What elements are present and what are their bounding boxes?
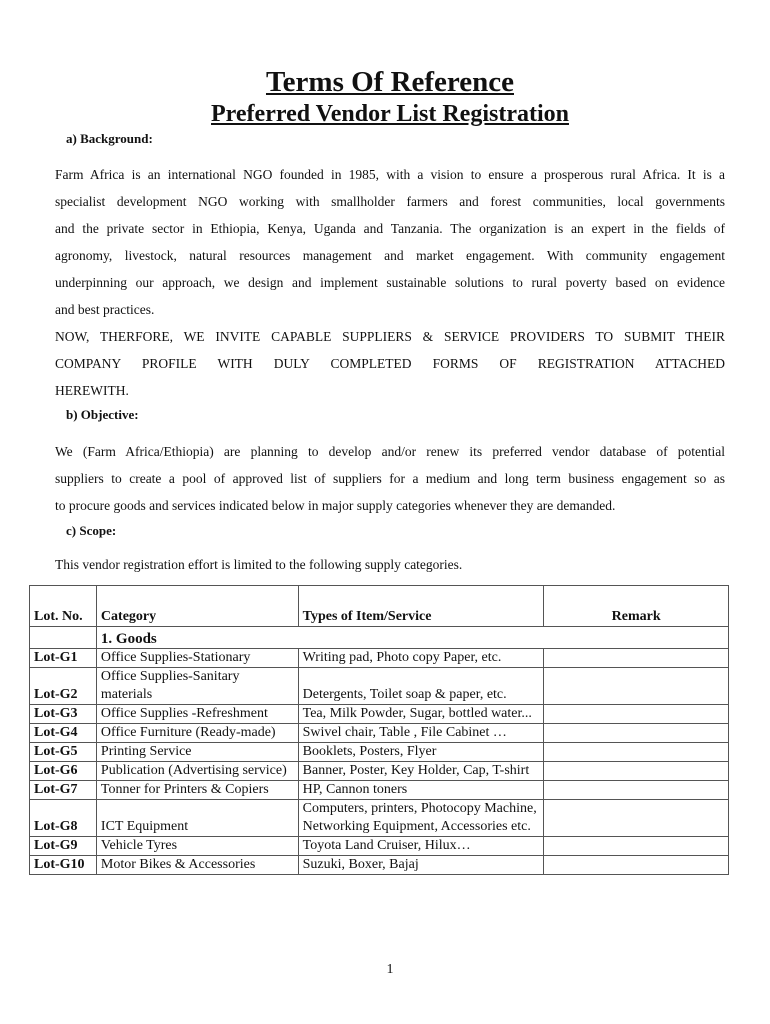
header-lot-no: Lot. No. <box>30 586 97 627</box>
lot-number-cell: Lot-G3 <box>30 705 97 724</box>
category-cell: Office Supplies-Sanitary materials <box>96 668 298 705</box>
background-line: underpinning our approach, we design and implement sustainable solutions to rural poverty based on evidence <box>55 275 725 290</box>
remark-cell <box>544 649 729 668</box>
table-row <box>30 837 729 856</box>
lot-number-cell: Lot-G7 <box>30 781 97 800</box>
category-cell: Office Furniture (Ready-made) <box>96 724 298 743</box>
table-row <box>30 668 729 705</box>
remark-cell <box>544 856 729 875</box>
table-row <box>30 781 729 800</box>
table-header-row <box>30 586 729 627</box>
lot-number-cell: Lot-G2 <box>30 668 97 705</box>
page-number: 1 <box>386 962 394 977</box>
category-cell: ICT Equipment <box>96 800 298 837</box>
category-cell: Tonner for Printers & Copiers <box>96 781 298 800</box>
remark-cell <box>544 705 729 724</box>
header-remark: Remark <box>544 586 729 627</box>
remark-cell <box>544 762 729 781</box>
background-line: and the private sector in Ethiopia, Kenya, Uganda and Tanzania. The organization is an expert in the fields of <box>55 221 725 236</box>
header-category: Category <box>96 586 298 627</box>
table-row <box>30 705 729 724</box>
items-cell: Swivel chair, Table , File Cabinet … <box>298 724 544 743</box>
remark-cell <box>544 668 729 705</box>
invite-line: HEREWITH. <box>55 383 129 398</box>
lot-number-cell: Lot-G4 <box>30 724 97 743</box>
items-cell: Detergents, Toilet soap & paper, etc. <box>298 668 544 705</box>
goods-group-row <box>30 627 729 649</box>
category-cell: Office Supplies-Stationary <box>96 649 298 668</box>
objective-heading: b) Objective: <box>66 407 139 422</box>
lot-number-cell: Lot-G5 <box>30 743 97 762</box>
items-cell: Tea, Milk Powder, Sugar, bottled water... <box>298 705 544 724</box>
items-cell: Writing pad, Photo copy Paper, etc. <box>298 649 544 668</box>
category-cell: Office Supplies -Refreshment <box>96 705 298 724</box>
document-title: Terms Of Reference <box>265 66 514 98</box>
document-subtitle: Preferred Vendor List Registration <box>211 101 569 127</box>
category-cell: Printing Service <box>96 743 298 762</box>
remark-cell <box>544 800 729 837</box>
lot-number-cell: Lot-G8 <box>30 800 97 837</box>
category-cell: Publication (Advertising service) <box>96 762 298 781</box>
background-line: Farm Africa is an international NGO founded in 1985, with a vision to ensure a prosperous rural Africa. It is a <box>55 167 725 182</box>
lot-number-cell: Lot-G1 <box>30 649 97 668</box>
remark-cell <box>544 837 729 856</box>
scope-text: This vendor registration effort is limited to the following supply categories. <box>55 557 463 572</box>
background-line: specialist development NGO working with smallholder farmers and forest communities, local governments <box>55 194 725 209</box>
items-cell: Banner, Poster, Key Holder, Cap, T-shirt <box>298 762 544 781</box>
supply-categories-table <box>29 585 729 875</box>
objective-line: We (Farm Africa/Ethiopia) are planning to develop and/or renew its preferred vendor database of potential <box>55 444 725 459</box>
table-row <box>30 856 729 875</box>
lot-number-cell: Lot-G10 <box>30 856 97 875</box>
objective-paragraph <box>55 438 725 519</box>
remark-cell <box>544 724 729 743</box>
table-row <box>30 762 729 781</box>
table-row <box>30 800 729 837</box>
lot-number-cell: Lot-G6 <box>30 762 97 781</box>
table-row <box>30 724 729 743</box>
items-cell: Booklets, Posters, Flyer <box>298 743 544 762</box>
background-heading: a) Background: <box>66 131 153 146</box>
table-row <box>30 743 729 762</box>
invite-line: COMPANY PROFILE WITH DULY COMPLETED FORMS OF REGISTRATION ATTACHED <box>55 356 725 371</box>
category-cell: Vehicle Tyres <box>96 837 298 856</box>
objective-line: suppliers to create a pool of approved list of suppliers for a medium and long term business engagement so as <box>55 471 725 486</box>
category-cell: Motor Bikes & Accessories <box>96 856 298 875</box>
background-line: agronomy, livestock, natural resources management and market engagement. With community engagement <box>55 248 725 263</box>
header-types: Types of Item/Service <box>298 586 544 627</box>
objective-line: to procure goods and services indicated below in major supply categories whenever they are demanded. <box>55 498 616 513</box>
goods-group-label: 1. Goods <box>96 627 728 649</box>
remark-cell <box>544 781 729 800</box>
invite-line: NOW, THERFORE, WE INVITE CAPABLE SUPPLIERS & SERVICE PROVIDERS TO SUBMIT THEIR <box>55 329 725 344</box>
items-cell: HP, Cannon toners <box>298 781 544 800</box>
items-cell: Computers, printers, Photocopy Machine, Networking Equipment, Accessories etc. <box>298 800 544 837</box>
items-cell: Suzuki, Boxer, Bajaj <box>298 856 544 875</box>
background-line: and best practices. <box>55 302 155 317</box>
background-paragraph <box>55 161 725 404</box>
items-cell: Toyota Land Cruiser, Hilux… <box>298 837 544 856</box>
remark-cell <box>544 743 729 762</box>
lot-number-cell: Lot-G9 <box>30 837 97 856</box>
table-row <box>30 649 729 668</box>
scope-heading: c) Scope: <box>66 523 117 538</box>
